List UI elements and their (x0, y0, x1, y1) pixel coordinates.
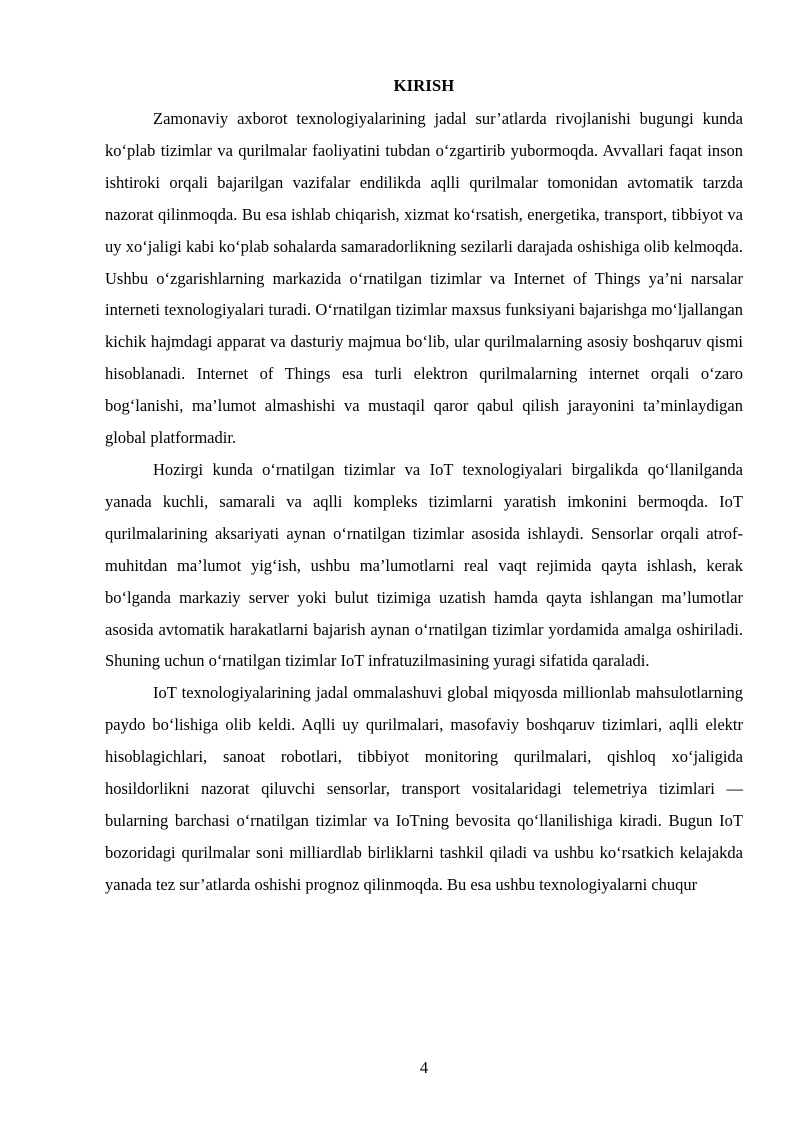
paragraph-2: Hozirgi kunda o‘rnatilgan tizimlar va IoT texnologiyalari birgalikda qo‘llanilganda yanada kuchli, samarali va aqlli kompleks tizimlarni yaratish imkonini bermoqda. IoT qurilmalarining aksariyati aynan o‘rnatilgan tizimlar asosida ishlaydi. Sensorlar orqali atrof-muhitdan ma’lumot yig‘ish, ushbu ma’lumotlarni real vaqt rejimida qayta ishlash, kerak bo‘lganda markaziy server yoki bulut tizimiga uzatish hamda qayta ishlangan ma’lumotlar asosida avtomatik harakatlarni bajarish aynan o‘rnatilgan tizimlar yordamida amalga oshiriladi. Shuning uchun o‘rnatilgan tizimlar IoT infratuzilmasining yuragi sifatida qaraladi. (105, 459, 743, 671)
section-heading: KIRISH (393, 76, 455, 95)
body-text (105, 103, 743, 901)
paragraph-3: IoT texnologiyalarining jadal ommalashuvi global miqyosda millionlab mahsulotlarning paydo bo‘lishiga olib keldi. Aqlli uy qurilmalari, masofaviy boshqaruv tizimlari, aqlli elektr hisoblagichlari, sanoat robotlari, tibbiyot monitoring qurilmalari, qishloq xo‘jaligida hosildorlikni nazorat qiluvchi sensorlar, transport vositalaridagi telemetriya tizimlari — bularning barchasi o‘rnatilgan tizimlar va IoTning bevosita qo‘llanilishiga kiradi. Bugun IoT bozoridagi qurilmalar soni milliardlab birliklarni tashkil qiladi va ushbu ko‘rsatkich kelajakda yanada tez sur’atlarda oshishi prognoz qilinmoqda. Bu esa ushbu texnologiyalarni chuqur (105, 683, 743, 894)
page-number: 4 (419, 1058, 429, 1077)
paragraph-1: Zamonaviy axborot texnologiyalarining jadal sur’atlarda rivojlanishi bugungi kunda ko‘plab tizimlar va qurilmalar faoliyatini tubdan o‘zgartirib yubormoqda. Avvallari faqat inson ishtiroki orqali bajarilgan vazifalar endilikda aqlli qurilmalar tomonidan avtomatik tarzda nazorat qilinmoqda. Bu esa ishlab chiqarish, xizmat ko‘rsatish, energetika, transport, tibbiyot va uy xo‘jaligi kabi ko‘plab sohalarda samaradorlikning sezilarli darajada oshishiga olib kelmoqda. Ushbu o‘zgarishlarning markazida o‘rnatilgan tizimlar va Internet of Things ya’ni narsalar interneti texnologiyalari turadi. O‘rnatilgan tizimlar maxsus funksiyani bajarishga mo‘ljallangan kichik hajmdagi apparat va dasturiy majmua bo‘lib, ular qurilmalarning asosiy boshqaruv qismi hisoblanadi. Internet of Things esa turli elektron qurilmalarning internet orqali o‘zaro bog‘lanishi, ma’lumot almashishi va mustaqil qaror qabul qilish jarayonini ta’minlaydigan global platformadir. (105, 109, 743, 448)
